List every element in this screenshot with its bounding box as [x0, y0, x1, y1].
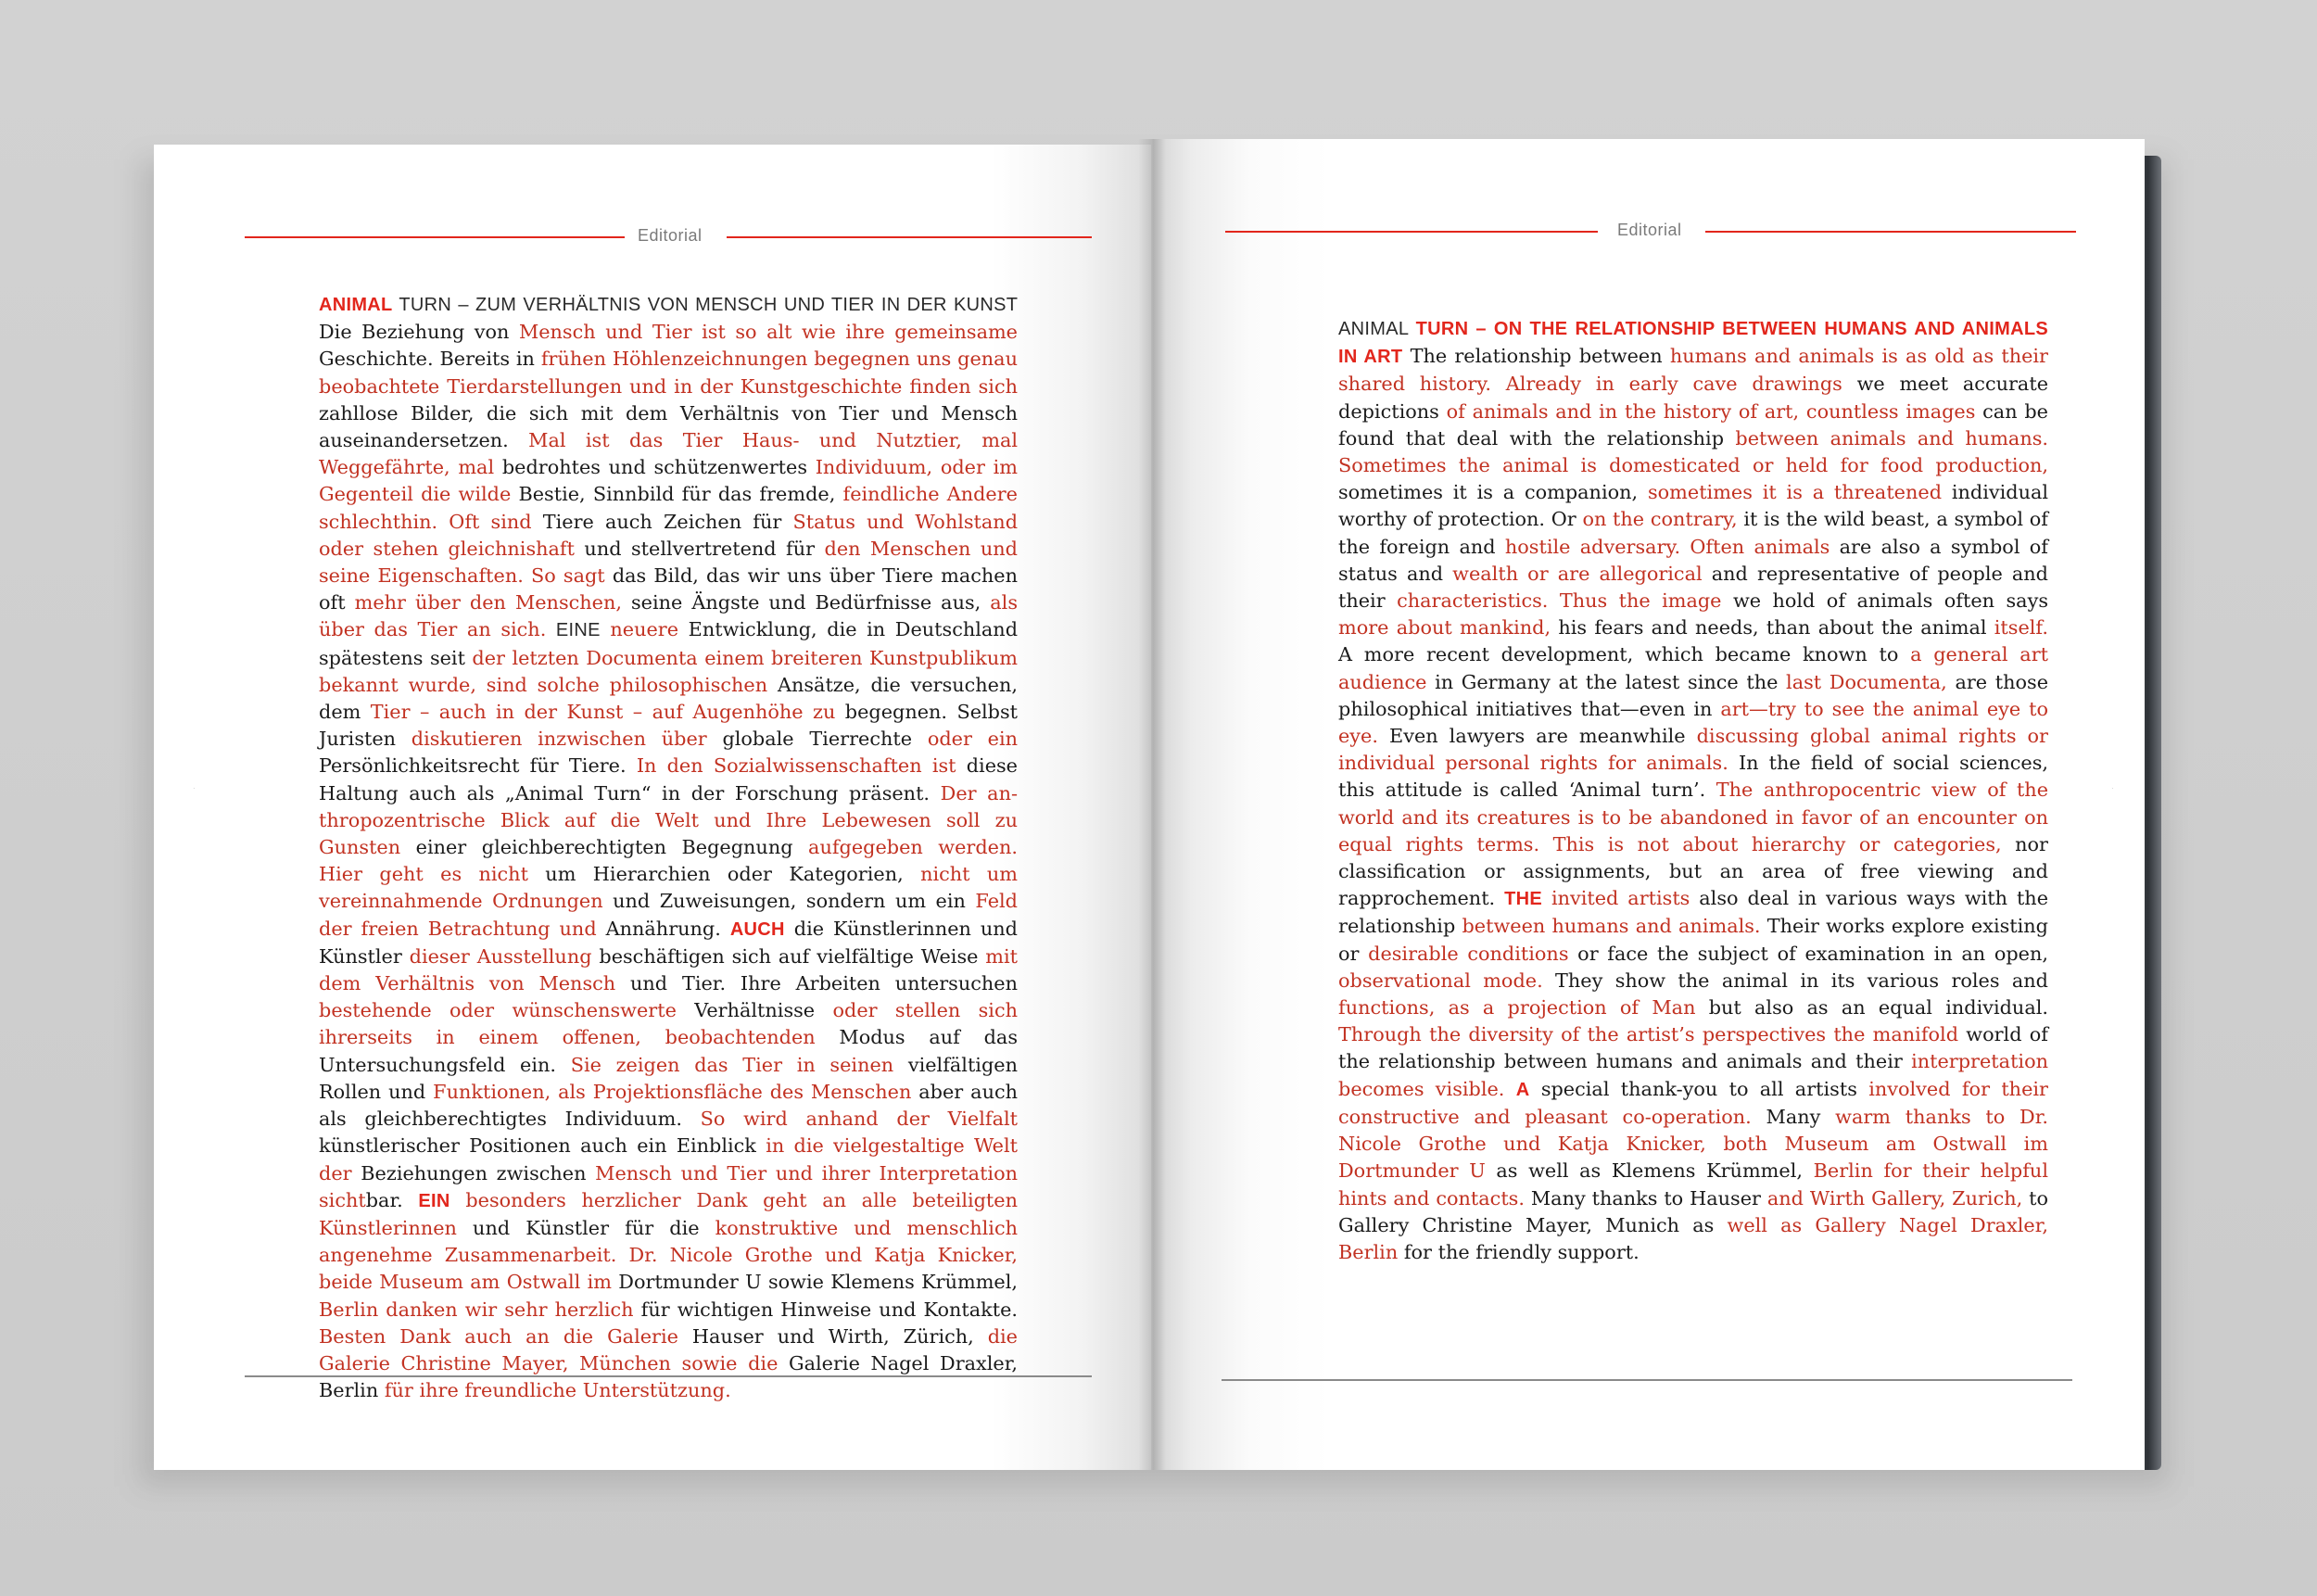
text-run: but also as an equal individual.: [1708, 996, 2048, 1020]
text-run: between humans and animals.: [1462, 915, 1767, 938]
right-page-header: [1225, 221, 2076, 241]
text-run: oder ein: [927, 728, 1018, 751]
text-run: observational mode.: [1338, 969, 1556, 992]
text-run: oder stellen sich ihrerseits in einem offenen, beobachtenden: [319, 999, 1019, 1049]
text-run: für ihre freundliche Unterstützung.: [384, 1379, 731, 1402]
left-page-header: [245, 226, 1092, 247]
text-run: we meet accurate depictions: [1338, 373, 2049, 423]
text-run: art—try to see the animal eye to eye.: [1338, 697, 2048, 748]
left-page-folio-mark: ·: [193, 784, 196, 792]
text-run: or face the subject of examination in an open,: [1577, 942, 2048, 965]
text-run: vielfältigen Rollen und: [319, 1053, 1018, 1103]
text-run: Geschichte. Bereits in: [319, 348, 541, 371]
text-run: globale Tierrechte: [722, 728, 928, 751]
text-run: und Zuweisungen, sondern um ein: [613, 890, 976, 913]
text-run: Entwicklung, die in Deutschland spätestens seit: [319, 618, 1019, 669]
text-run: A more recent development, which became known to: [1338, 643, 1911, 666]
text-run: Besten Dank auch an die Galerie: [319, 1324, 692, 1348]
text-run: konstruktive und menschlich angenehme Zusammenarbeit. Dr. Nicole Grothe und Katja Knicker, beide Museum am Ostwall im: [319, 1216, 1018, 1294]
text-run: die Künstlerinnen und Künstler: [319, 917, 1018, 968]
heading-run: EINE: [555, 620, 601, 641]
text-run: begegnen. Selbst Juristen: [319, 701, 1018, 751]
text-run: aufgegeben werden. Hier geht es nicht: [319, 836, 1018, 886]
text-run: world of the relationship between humans and animals and their: [1338, 1023, 2048, 1073]
text-run: well as Gallery Nagel Draxler, Berlin: [1338, 1213, 2049, 1263]
text-run: Die Beziehung von: [319, 321, 519, 344]
text-run: das Bild, das wir uns über Tiere machen oft: [319, 564, 1018, 614]
text-run: Feld der freien Betrachtung und: [319, 890, 1018, 940]
text-run: humans and animals is as old as their shared history. Already in early cave drawings: [1338, 345, 2048, 396]
text-run: um Hierarchien oder Kategorien,: [545, 863, 921, 886]
text-run: Many thanks to Hauser: [1530, 1186, 1767, 1210]
heading-run: TURN – ZUM VERHÄLTNIS VON MENSCH UND TIER IN DER KUNST: [392, 295, 1018, 315]
text-run: Tiere auch Zeichen für: [542, 510, 793, 533]
text-run: Dortmunder U sowie Klemens Krümmel,: [618, 1271, 1018, 1294]
text-run: functions, as a projection of Man: [1338, 996, 1709, 1020]
text-run: Status und Wohlstand oder stehen gleichnishaft: [319, 510, 1019, 560]
text-run: and representative of people and their: [1338, 562, 2048, 613]
text-run: bedrohtes und schützenwertes: [501, 456, 816, 479]
text-run: mehr über den Menschen,: [354, 591, 631, 614]
text-run: can be found that deal with the relationship: [1338, 399, 2048, 450]
heading-run: EIN: [418, 1190, 450, 1211]
header-rule-left: [1225, 231, 1598, 233]
text-run: for the friendly support.: [1403, 1240, 1640, 1263]
heading-run: ANIMAL: [1338, 319, 1416, 339]
text-run: sometimes it is a threatened: [1647, 481, 1952, 504]
right-running-head: Editorial: [1617, 221, 1682, 239]
text-run: und Künstler für die: [473, 1216, 715, 1239]
text-run: sometimes it is a companion,: [1338, 481, 1648, 504]
text-run: are those philosophical initiatives that—even in: [1338, 670, 2048, 720]
text-run: The relationship between: [1402, 345, 1670, 368]
text-run: Individuum, oder im Gegenteil die wilde: [319, 456, 1018, 506]
text-run: Berlin for their helpful hints and contacts.: [1338, 1159, 2048, 1210]
text-run: künstlerischer Positionen auch ein Einblick: [319, 1134, 766, 1158]
text-run: as well as Klemens Krümmel,: [1496, 1159, 1814, 1183]
heading-run: ANIMAL: [319, 295, 393, 315]
heading-run: TURN – ON THE RELATIONSHIP BETWEEN HUMANS AND ANIMALS IN ART: [1338, 319, 2049, 368]
text-run: Funktionen, als Projektionsfläche des Menschen: [433, 1080, 919, 1103]
book-gutter: [1138, 139, 1166, 1470]
text-run: aber auch als gleichberechtigtes Individuum.: [319, 1080, 1018, 1131]
text-run: frühen Höhlenzeichnungen begegnen uns genau beobachtete Tierdarstellungen und in der Kunstgeschichte finden sich: [319, 348, 1018, 398]
text-run: a general art audience: [1338, 643, 2048, 693]
text-run: Sie zeigen das Tier in seinen: [570, 1053, 908, 1076]
text-run: last Documenta,: [1786, 670, 1956, 693]
text-run: In the field of social sciences, this attitude is called ‘Animal turn’.: [1338, 752, 2048, 802]
left-running-head: Editorial: [638, 226, 703, 245]
text-run: Verhältnisse: [694, 999, 833, 1022]
text-run: to Gallery Christine Mayer, Munich as: [1338, 1186, 2049, 1236]
text-run: Annährung.: [605, 917, 730, 940]
text-run: Bestie, Sinnbild für das fremde,: [518, 483, 843, 506]
text-run: mit dem Verhältnis von Mensch: [319, 944, 1018, 995]
heading-run: THE: [1504, 889, 1543, 910]
text-run: Even lawyers are meanwhile: [1389, 725, 1697, 748]
text-run: also deal in various ways with the relationship: [1338, 887, 2049, 938]
text-run: of animals and in the history of art, countless images: [1446, 399, 1983, 423]
text-run: die Galerie Christine Mayer, München sowie die: [319, 1324, 1018, 1374]
text-run: Mensch und Tier und ihrer Interpretation sicht: [319, 1161, 1018, 1211]
text-run: invited artists: [1542, 887, 1700, 910]
text-run: Many: [1766, 1105, 1836, 1128]
text-run: Galerie Nagel Draxler, Berlin: [319, 1351, 1018, 1402]
text-run: als über das Tier an sich.: [319, 591, 1018, 641]
text-run: diese Haltung auch als „Animal Turn“ in der Forschung präsent.: [319, 754, 1018, 804]
text-run: nicht um vereinnahmende Ordnungen: [319, 863, 1018, 913]
heading-run: A: [1515, 1079, 1530, 1100]
text-run: discussing global animal rights or individual personal rights for animals.: [1338, 725, 2048, 775]
header-rule-left: [245, 236, 625, 238]
text-run: Their works explore existing or: [1338, 915, 2048, 965]
text-run: feindliche Andere schlechthin. Oft sind: [319, 483, 1018, 533]
text-run: Der anthropozentrische Blick auf die Welt und Ihre Lebewesen soll zu Gunsten: [319, 781, 1019, 859]
text-run: nor classification or assignments, but an area of free viewing and rapprochement.: [1338, 832, 2048, 910]
text-run: zahllose Bilder, die sich mit dem Verhältnis von Tier und Mensch auseinandersetzen.: [319, 401, 1018, 452]
text-run: his fears and needs, than about the animal: [1558, 616, 1994, 640]
text-run: Tier – auch in der Kunst – auf Augenhöhe zu: [370, 701, 845, 724]
text-run: characteristics. Thus the image: [1397, 589, 1733, 613]
text-run: between animals and humans. Sometimes the animal is domesticated or held for food production,: [1338, 426, 2048, 477]
text-run: Ansätze, die versuchen, dem: [319, 673, 1018, 724]
text-run: on the contrary,: [1582, 508, 1744, 531]
text-run: seine Ängste und Bedürfnisse aus,: [631, 591, 991, 614]
text-run: involved for their constructive and pleasant co-operation.: [1338, 1077, 2048, 1128]
text-run: bar.: [365, 1188, 419, 1211]
text-run: Berlin danken wir sehr herzlich: [319, 1298, 641, 1321]
text-run: Hauser und Wirth, Zürich,: [691, 1324, 988, 1348]
left-footer-rule: [245, 1375, 1092, 1377]
right-footer-rule: [1222, 1379, 2072, 1381]
text-run: and Wirth Gallery, Zurich,: [1766, 1186, 2030, 1210]
text-run: für wichtigen Hinweise und Kontakte.: [640, 1298, 1018, 1321]
text-run: beschäftigen sich auf vielfältige Weise: [599, 944, 986, 968]
text-run: besonders herzlicher Dank geht an alle beteiligten Künstlerinnen: [319, 1188, 1018, 1239]
text-run: special thank-you to all artists: [1529, 1077, 1869, 1100]
right-page: [1151, 139, 2145, 1470]
text-run: wealth or are allegorical: [1452, 562, 1712, 585]
text-run: den Menschen und seine Eigenschaften. So sagt: [319, 537, 1018, 588]
text-run: in Germany at the latest since the: [1435, 670, 1787, 693]
text-run: desirable conditions: [1368, 942, 1578, 965]
right-page-folio-mark: ·: [2111, 784, 2114, 792]
header-rule-right: [1705, 231, 2076, 233]
text-run: In den Sozialwissenschaften ist: [636, 754, 967, 778]
text-run: Persönlichkeitsrecht für Tiere.: [319, 754, 637, 778]
text-run: itself.: [1994, 616, 2048, 640]
text-run: The anthropocentric view of the world and its creatures is to be abandoned in favor of an encounter on equal rights terms. This is not about hierarchy or categories,: [1338, 779, 2049, 855]
text-run: we hold of animals often says: [1732, 589, 2048, 613]
text-run: Mensch und Tier ist so alt wie ihre gemeinsame: [518, 321, 1018, 344]
text-run: neuere: [600, 618, 689, 641]
text-run: individual worthy of protection. Or: [1338, 481, 2049, 531]
text-run: Through the diversity of the artist’s perspectives the manifold: [1338, 1023, 1967, 1046]
text-run: are also a symbol of status and: [1338, 535, 2048, 585]
text-run: diskutieren inzwischen über: [411, 728, 723, 751]
text-run: So wird anhand der Vielfalt: [700, 1108, 1018, 1131]
text-run: more about mankind,: [1338, 616, 1559, 640]
text-run: it is the wild beast, a symbol of the foreign and: [1338, 508, 2049, 558]
left-body-text-german: [319, 291, 1018, 1404]
text-run: They show the animal in its various roles and: [1555, 969, 2048, 992]
text-run: hostile adversary. Often animals: [1504, 535, 1840, 558]
text-run: warm thanks to Dr. Nicole Grothe und Katja Knicker, both Museum am Ostwall im Dortmunder U: [1338, 1105, 2048, 1183]
text-run: bestehende oder wünschenswerte: [319, 999, 695, 1022]
right-body-text-english: [1338, 315, 2048, 1266]
text-run: dieser Ausstellung: [409, 944, 600, 968]
header-rule-right: [727, 236, 1092, 238]
text-run: einer gleichberechtigten Begegnung: [415, 836, 809, 859]
text-run: Modus auf das Untersuchungsfeld ein.: [319, 1026, 1018, 1076]
text-run: der letzten Documenta einem breiteren Kunstpublikum bekannt wurde, sind solche philosophischen: [319, 646, 1018, 696]
text-run: in die vielgestaltige Welt der: [319, 1134, 1018, 1184]
text-run: Beziehungen zwischen: [361, 1161, 596, 1184]
text-run: und stellvertretend für: [584, 537, 825, 560]
text-run: Mal ist das Tier Haus- und Nutztier, mal Weggefährte, mal: [319, 429, 1018, 479]
text-run: und Tier. Ihre Arbeiten untersuchen: [630, 972, 1018, 995]
heading-run: AUCH: [729, 918, 785, 940]
left-page: [154, 145, 1151, 1470]
text-run: interpretation becomes visible.: [1338, 1050, 2048, 1100]
